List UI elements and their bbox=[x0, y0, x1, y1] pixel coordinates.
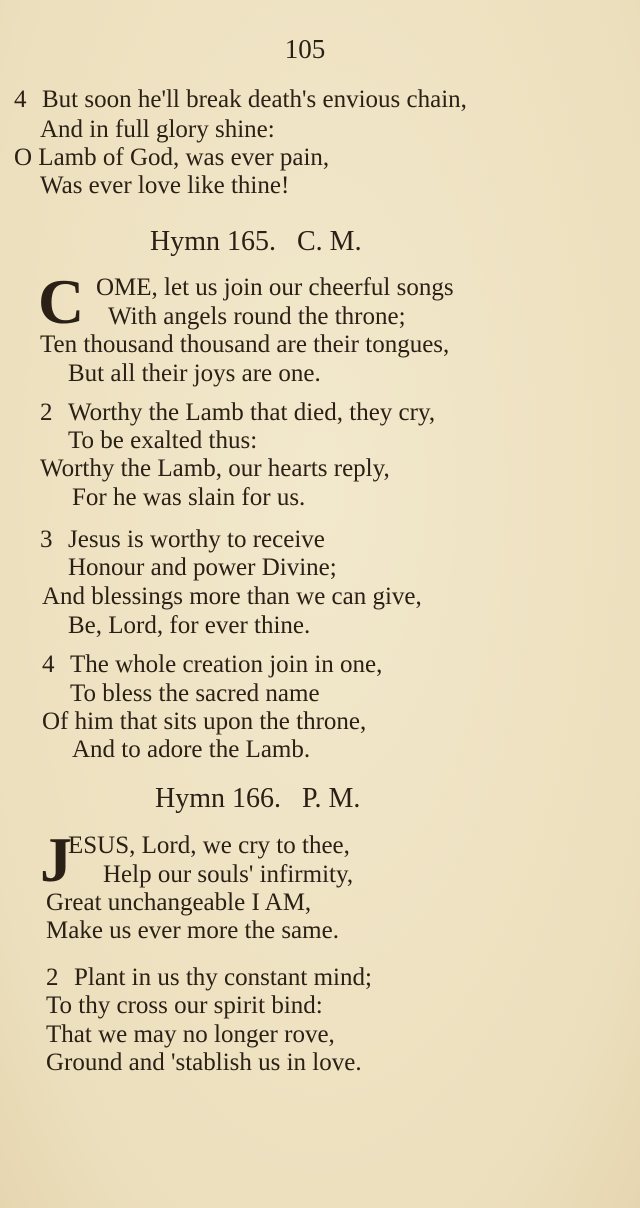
verse-line: Great unchangeable I AM, bbox=[46, 889, 312, 916]
verse-line: But soon he'll break death's envious chain, bbox=[42, 86, 467, 113]
verse-line: Ten thousand thousand are their tongues, bbox=[40, 331, 450, 358]
stanza-number: 4 bbox=[42, 651, 55, 678]
verse-line: Make us ever more the same. bbox=[46, 917, 339, 944]
verse-line: O Lamb of God, was ever pain, bbox=[14, 144, 330, 171]
verse-line: To thy cross our spirit bind: bbox=[46, 992, 323, 1019]
verse-line: Jesus is worthy to receive bbox=[68, 526, 325, 553]
verse-line: That we may no longer rove, bbox=[46, 1021, 335, 1048]
verse-line: ESUS, Lord, we cry to thee, bbox=[68, 832, 350, 859]
drop-cap: J bbox=[40, 824, 72, 895]
verse-line: And blessings more than we can give, bbox=[42, 583, 422, 610]
stanza-number: 4 bbox=[14, 86, 27, 113]
verse-line: To bless the sacred name bbox=[70, 680, 320, 707]
verse-line: Worthy the Lamb that died, they cry, bbox=[68, 399, 436, 426]
verse-line: Ground and 'stablish us in love. bbox=[46, 1049, 362, 1076]
verse-line: Be, Lord, for ever thine. bbox=[68, 612, 311, 639]
verse-line: Of him that sits upon the throne, bbox=[42, 708, 367, 735]
verse-line: Worthy the Lamb, our hearts reply, bbox=[40, 455, 390, 482]
stanza-number: 3 bbox=[40, 526, 53, 553]
stanza-number: 2 bbox=[40, 399, 53, 426]
verse-line: But all their joys are one. bbox=[68, 360, 321, 387]
verse-line: Was ever love like thine! bbox=[40, 172, 290, 199]
verse-line: Help our souls' infirmity, bbox=[103, 861, 354, 888]
verse-line: For he was slain for us. bbox=[72, 484, 306, 511]
verse-line: With angels round the throne; bbox=[108, 303, 406, 330]
verse-line: OME, let us join our cheerful songs bbox=[96, 274, 454, 301]
drop-cap: C bbox=[38, 266, 85, 337]
verse-line: The whole creation join in one, bbox=[70, 651, 383, 678]
verse-line: And in full glory shine: bbox=[40, 116, 275, 143]
page-number: 105 bbox=[284, 34, 326, 64]
verse-line: To be exalted thus: bbox=[68, 427, 258, 454]
hymn-166-title: Hymn 166. P. M. bbox=[155, 783, 361, 814]
stanza-number: 2 bbox=[46, 964, 59, 991]
verse-line: Plant in us thy constant mind; bbox=[74, 964, 372, 991]
verse-line: And to adore the Lamb. bbox=[72, 736, 311, 763]
hymn-165-title: Hymn 165. C. M. bbox=[150, 226, 362, 257]
verse-line: Honour and power Divine; bbox=[68, 554, 337, 581]
